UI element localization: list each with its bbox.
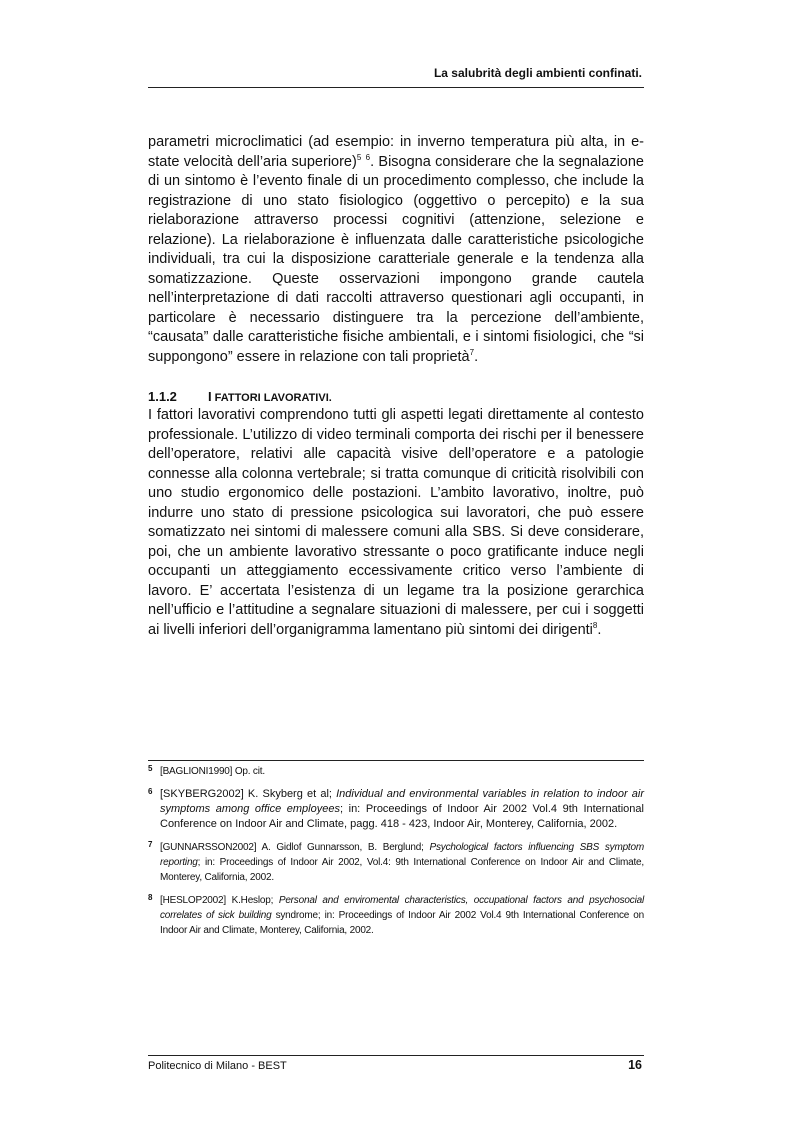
paragraph-text: . xyxy=(597,621,602,638)
body-paragraph-1 xyxy=(148,133,644,367)
footnote-separator xyxy=(148,760,644,761)
footnote-text: [GUNNARSSON2002] A. Gidlof Gunnarsson, B. Berglund; xyxy=(160,842,430,853)
footnote-ref-5: 5 xyxy=(356,152,362,162)
paragraph-text: . xyxy=(474,348,479,365)
footnote-ref-8: 8 xyxy=(592,620,598,630)
footnote-mark: 5 xyxy=(148,764,153,773)
running-header: La salubrità degli ambienti confinati. xyxy=(433,66,642,80)
footnote-text: ; in: Proceedings of Indoor Air 2002, Vol.4: 9th International Conference on Indoor Air and Climate, Monterey, California, 2002. xyxy=(160,857,644,883)
paragraph-text: . Bisogna considerare che la segnalazione di un sintomo è l’evento finale di un procedimento complesso, che include la registrazione di uno stato fisiologico (oggettivo o percepito) e la sua rielaborazione attraverso processi cognitivi (attenzione, selezione e relazione). La rielaborazione è influenzata dalle caratteristiche psicologiche individuali, tra cui la disposizione caratteriale generale e la tendenza alla somatizzazione. Queste osservazioni impongono grande cautela nell’interpretazione di dati raccolti attraverso questionari agli occupanti, in particolare è necessario distinguere tra la percezione dell’ambiente, “causata” dalle caratteristiche fisiche ambientali, e i sintomi fisiologici, che “si suppongono” essere in relazione con tali proprietà xyxy=(148,153,644,365)
footnote-title: Personal and enviromental characteristics, occupational factors and psychosocial correlates of sick building xyxy=(160,895,645,921)
footnote-text: [HESLOP2002] K.Heslop; xyxy=(160,895,279,906)
footnote-8 xyxy=(148,893,644,938)
footer-rule xyxy=(148,1055,644,1056)
paragraph-text: I fattori lavorativi comprendono tutti gli aspetti legati direttamente al contesto professionale. L’utilizzo di video terminali comporta dei rischi per il benessere dell’operatore, relativi alle capacità visive dell’operatore e a patologie connesse alla colonna vertebrale; si tratta comunque di criticità risolvibili con uno studio ergonomico delle postazioni. L’ambito lavorativo, inoltre, può indurre uno stato di pressione psicologica sui lavoratori, che può essere somatizzato nei sintomi di malessere comuni alla SBS. Si deve considerare, poi, che un ambiente lavorativo stressante o poco gratificante induce negli occupanti un atteggiamento eccessivamente critico verso l’ambiente di lavoro. E’ accertata l’esistenza di un legame tra la posizione gerarchica nell’ufficio e l’attitudine a segnalare situazioni di malessere, per cui i soggetti ai livelli inferiori dell’organigramma lamentano più sintomi dei dirigenti xyxy=(148,407,644,638)
section-number: 1.1.2 xyxy=(148,389,177,404)
footnote-7 xyxy=(148,840,644,885)
footnote-text: ; in: Proceedings of Indoor Air 2002 Vol.4 9th International Conference on Indoor Air and Climate, pagg. 418 - 423, Indoor Air, Monterey, California, 2002. xyxy=(160,803,644,830)
footnote-text: [BAGLIONI1990] Op. cit. xyxy=(160,766,265,777)
footnotes xyxy=(148,764,644,946)
section-title: FATTORI LAVORATIVI. xyxy=(211,392,332,404)
body-paragraph-2 xyxy=(148,406,644,640)
footnote-mark: 8 xyxy=(148,893,153,902)
footnote-title: Psychological factors influencing SBS symptom reporting xyxy=(160,842,645,868)
paragraph-text: parametri microclimatici (ad esempio: in inverno temperatura più alta, in e-state velocità dell’aria superiore) xyxy=(148,134,644,170)
footer-institution: Politecnico di Milano - BEST xyxy=(148,1060,287,1072)
section-heading xyxy=(148,389,644,404)
footnote-mark: 7 xyxy=(148,840,153,849)
footnote-5 xyxy=(148,764,644,779)
footnote-6 xyxy=(148,787,644,832)
page-number: 16 xyxy=(628,1058,642,1072)
footnote-mark: 6 xyxy=(148,787,153,796)
footnote-title: Individual and environmental variables in relation to indoor air symptoms among office employees xyxy=(160,788,644,815)
footnote-text: syndrome; in: Proceedings of Indoor Air 2002 Vol.4 9th International Conference on Indoor Air and Climate, Monterey, California, 2002. xyxy=(160,910,644,936)
footnote-ref-6: 6 xyxy=(365,152,371,162)
section-title-initial: I xyxy=(208,389,212,404)
footnote-ref-7: 7 xyxy=(469,347,475,357)
footnote-text: [SKYBERG2002] K. Skyberg et al; xyxy=(160,788,337,800)
header-rule xyxy=(148,87,644,88)
